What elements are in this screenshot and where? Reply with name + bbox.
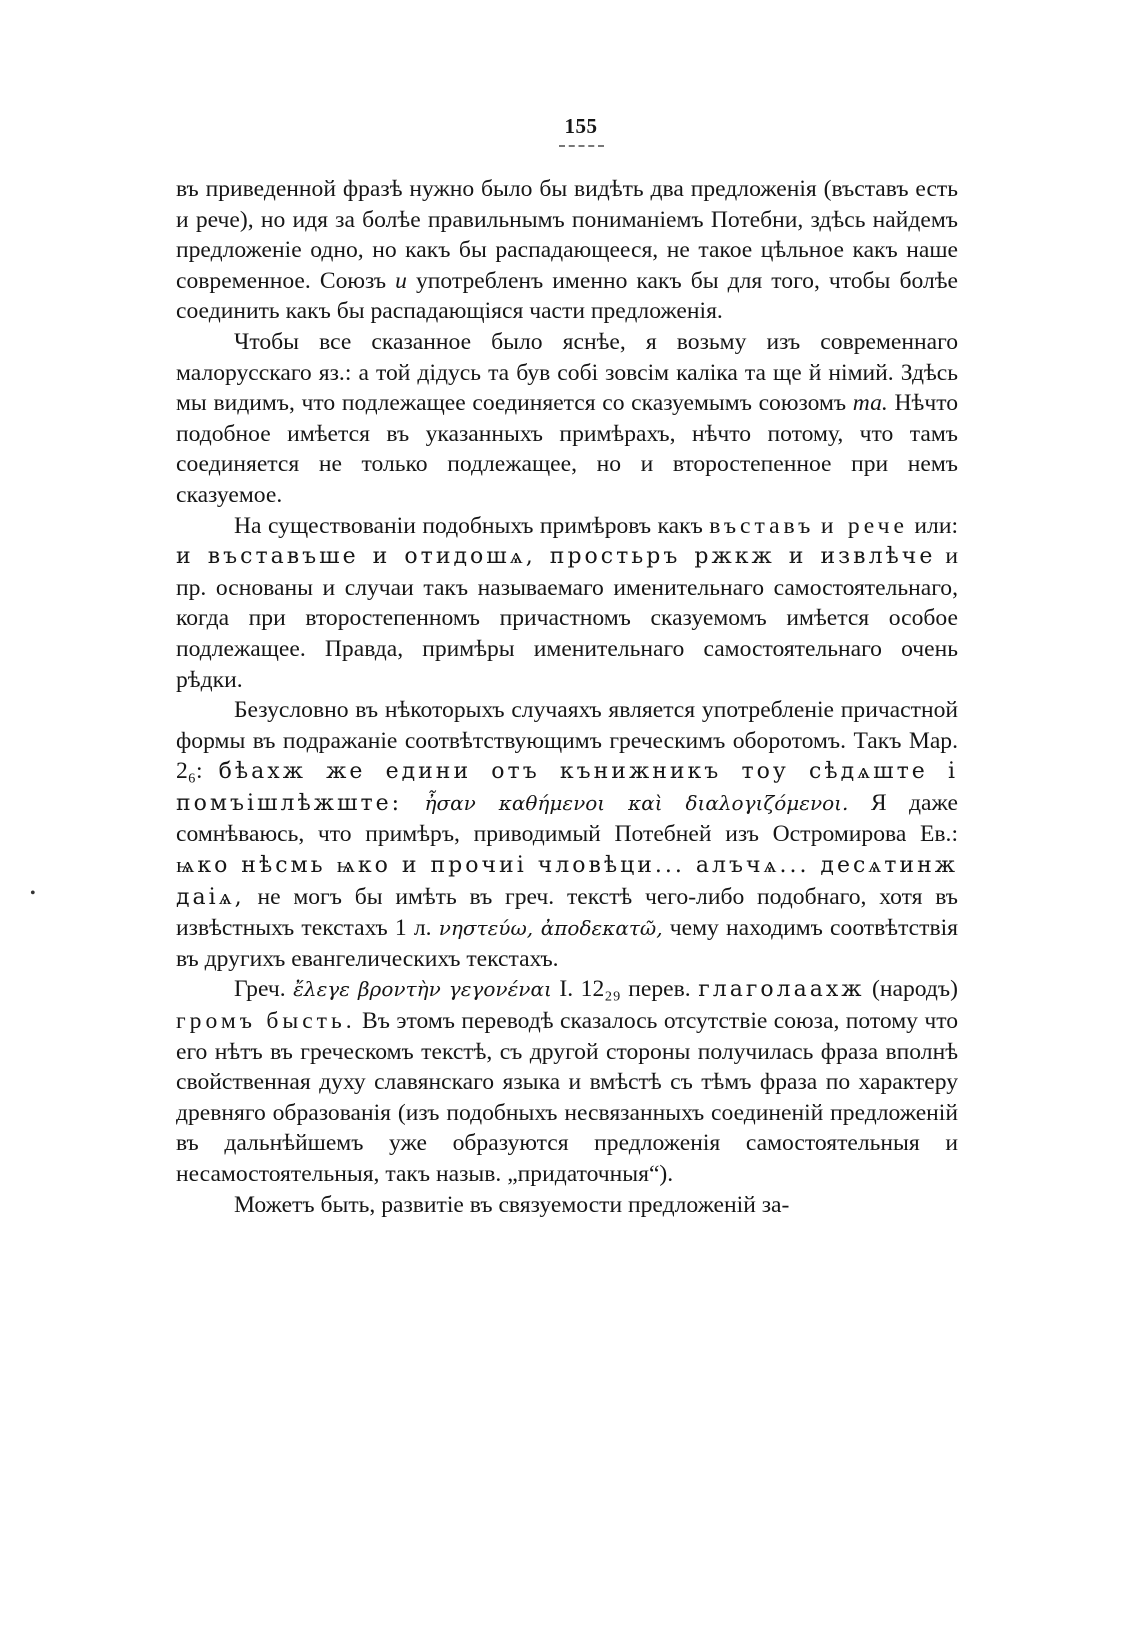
text-run: Греч. (234, 976, 294, 1003)
paragraph (176, 327, 958, 511)
text-run: та. (852, 390, 888, 417)
text-run: На существованіи подобныхъ примѣровъ какъ (234, 512, 710, 539)
text-run: и пр. основаны и случаи такъ называемаго именительнаго самостоятельнаго, когда при второстепенномъ причастномъ сказуемомъ имѣется особое подлежащее. Правда, примѣры именительнаго самостоятельнаго очень рѣдки. (176, 543, 958, 693)
text-run: и рече (820, 512, 908, 539)
text-run: употребленъ именно какъ бы для того, чтобы болѣе соединить какъ бы распадающіяся части предложенія. (176, 267, 958, 325)
text-run: (народъ) (864, 976, 958, 1003)
text-run: νηστεύω, ἀποδεκατῶ, (438, 916, 663, 941)
text-run: бѣахж же едини отъ кънижникъ тоу сѣдѧште і помъішлѣжште: (176, 759, 958, 816)
text-run: ἦσαν καθήμενοι καὶ διαλογιζόμενοι. (424, 790, 849, 815)
text-run: Нѣчто подобное имѣется въ указанныхъ примѣрахъ, нѣчто потому, что тамъ соединяется не только подлежащее, но и второстепенное при немъ сказуемое. (176, 390, 958, 508)
paragraph (176, 511, 958, 696)
text-run: Безусловно въ нѣкоторыхъ случаяхъ является употребленіе причастной формы въ подражаніе соотвѣтствующимъ греческимъ оборотомъ. Такъ Мар. 2₆: (176, 697, 958, 785)
text-run: въ приведенной фразѣ нужно было бы видѣть два предложенія (въставъ есть и рече), но идя за болѣе правильнымъ пониманіемъ Потебни, здѣсь найдемъ предложеніе одно, но какъ бы распадающееся, не такое цѣльное какъ наше современное. Союзъ (176, 176, 958, 294)
paragraph (176, 974, 958, 1189)
text-run: въставъ (709, 512, 815, 539)
text-run: чему находимъ соотвѣтствія въ другихъ евангелическихъ текстахъ. (176, 915, 958, 972)
text-run: I. 12₂₉ перев. (551, 976, 699, 1003)
paragraph (176, 174, 958, 327)
text-run: Я даже сомнѣваюсь, что примѣръ, приводимый Потебней изъ Остромирова Ев.: (176, 789, 958, 848)
body-text (176, 174, 958, 1220)
text-run: Чтобы все сказанное было яснѣе, я возьму изъ современнаго малорусскаго яз.: а той дідусь та був собі зовсім каліка та ще й німий. Здѣсь мы видимъ, что подлежащее соединяется со сказуемымъ союзомъ (176, 328, 958, 417)
text-run: Въ этомъ переводѣ сказалось отсутствіе союза, потому что его нѣтъ въ греческомъ текстѣ, съ другой стороны получилась фраза вполнѣ свойственная духу славянскаго языка и вмѣстѣ съ тѣмъ фраза по характеру древняго образованія (изъ подобныхъ несвязанныхъ соединеній предложеній въ дальнѣйшемъ уже образуются предложенія самостоятельныя и несамостоятельныя, такъ назыв. „придаточныя“). (176, 1008, 958, 1187)
text-run: или: (907, 512, 958, 539)
text-run: ἔλεγε βροντὴν γεγονέναι (293, 977, 552, 1002)
text-run (402, 790, 424, 816)
text-run: громъ бысть. (176, 1008, 356, 1035)
page-header (0, 114, 1140, 147)
margin-mark-icon: • (30, 885, 36, 902)
text-run: Можетъ быть, развитіе въ связуемости предложеній за- (234, 1191, 790, 1218)
paragraph (176, 1190, 958, 1221)
text-run: глаголаахж (698, 977, 865, 1003)
page-number: 155 (559, 114, 604, 147)
text-run: и (395, 267, 407, 294)
paragraph (176, 695, 958, 974)
text-run: ѩко нѣсмь ѩко и прочиі чловѣци... алъчѧ... десѧтинж даіѧ, (176, 853, 958, 910)
text-run: и въставъше и отидошѧ, простьръ ржкж и извлѣче (176, 544, 936, 570)
text-run: не могъ бы имѣть въ греч. текстѣ чего-либо подобнаго, хотя въ извѣстныхъ текстахъ 1 л. (176, 883, 958, 942)
